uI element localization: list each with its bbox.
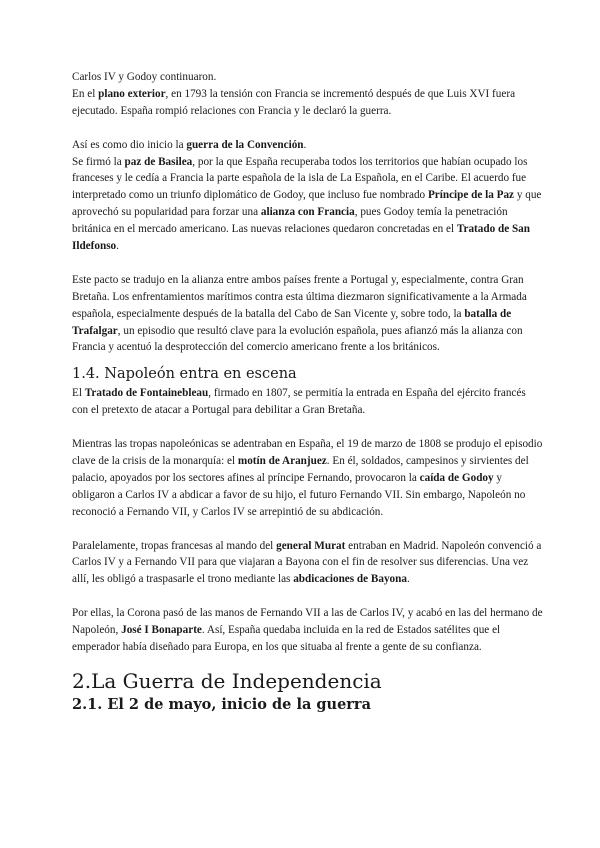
text-run: , en 1793 la tensión con Francia se incrementó después de que Luis XVI fuera ejecutado. España rompió relaciones con Francia y le declaró la guerra. <box>72 87 516 117</box>
bold-term: José I Bonaparte <box>121 624 202 637</box>
paragraph-plano-exterior <box>72 69 544 120</box>
bold-term: paz de Basilea <box>124 155 193 168</box>
paragraph-trafalgar <box>72 272 544 357</box>
paragraph-motin-aranjuez <box>72 436 544 521</box>
text-run: Por ellas, la Corona pasó de las manos de Fernando VII a las de Carlos IV, y acabó en las del hermano de Napoleón, <box>72 607 543 637</box>
text-run: . En él, soldados, campesinos y sirvientes del palacio, apoyados por los sectores afines al príncipe Fernando, provocaron la <box>72 454 529 484</box>
text-run: . <box>303 138 307 151</box>
text-run: y que aprovechó su popularidad para forzar una <box>72 189 542 219</box>
bold-term: Príncipe de la Paz <box>427 189 515 202</box>
bold-term: caída de Godoy <box>419 471 494 484</box>
paragraph-jose-bonaparte <box>72 605 544 656</box>
text-run: , por la que España recuperaba todos los territorios que habían ocupado los franceses y le cedía a Francia la parte española de la isla de La Española, en el Caribe. El acuerdo fue interpretado como un triunfo diplomático de Godoy, que incluso fue nombrado <box>72 155 528 202</box>
text-run: Se firmó la <box>72 155 125 168</box>
text-run: . Así, España quedaba incluida en la red de Estados satélites que el emperador había diseñado para Europa, en los que situaba al frente a gente de su confianza. <box>72 624 501 653</box>
text-run: En el <box>72 87 99 100</box>
bold-term: abdicaciones de Bayona <box>293 573 407 586</box>
text-run: El <box>72 387 85 400</box>
text-run: , firmado en 1807, se permitía la entrada en España del ejército francés con el pretexto de atacar a Portugal para debilitar a Gran Bretaña. <box>72 387 526 417</box>
bold-term: Tratado de Fontainebleau <box>84 387 209 400</box>
text-run: Paralelamente, tropas francesas al mando del <box>72 539 277 552</box>
text-run: , un episodio que resultó clave para la evolución española, pues afianzó más la alianza con Francia y acentuó la desprotección del comercio americano frente a los británicos. <box>72 324 523 354</box>
bold-term: batalla de Trafalgar <box>72 307 512 337</box>
text-run: entraban en Madrid. Napoleón convenció a Carlos IV y a Fernando VII para que viajaran a Bayona con el fin de resolver sus diferencias. Una vez allí, les obligó a traspasarle el trono mediante las <box>72 539 542 586</box>
text-run: Carlos IV y Godoy continuaron. <box>72 71 217 83</box>
text-run: Mientras las tropas napoleónicas se adentraban en España, el 19 de marzo de 1808 se produjo el episodio clave de la crisis de la monarquía: el <box>72 438 543 467</box>
text-run: . <box>406 573 410 586</box>
bold-term: guerra de la Convención <box>186 138 304 151</box>
text-run: y obligaron a Carlos IV a abdicar a favor de su hijo, el futuro Fernando VII. Sin embargo, Napoleón no reconoció a Fernando VII, y Carlos IV se arrepintió de su abdicación. <box>72 471 526 518</box>
bold-term: alianza con Francia <box>260 206 355 219</box>
heading-napoleon-entra: 1.4. Napoleón entra en escena <box>72 366 297 383</box>
heading-2-mayo: 2.1. El 2 de mayo, inicio de la guerra <box>72 695 371 713</box>
text-run: . <box>116 240 119 253</box>
bold-term: motín de Aranjuez <box>237 454 327 467</box>
text-run: Así es como dio inicio la <box>72 138 187 151</box>
bold-term: Tratado de San Ildefonso <box>72 223 530 253</box>
paragraph-guerra-convencion <box>72 137 544 255</box>
paragraph-murat-bayona <box>72 538 544 589</box>
text-run: , pues Godoy temía la penetración británica en el mercado americano. Las nuevas relaciones quedaron concretadas en el <box>72 206 508 236</box>
bold-term: general Murat <box>276 539 346 552</box>
bold-term: plano exterior <box>98 87 166 100</box>
paragraph-fontainebleau <box>72 385 544 419</box>
text-run: Este pacto se tradujo en la alianza entre ambos países frente a Portugal y, especialmente, contra Gran Bretaña. Los enfrentamientos marítimos contra esta última diezmaron significativamente a la Armada española, especialmente después de la batalla del Cabo de San Vicente y, sobre todo, la <box>72 273 527 320</box>
heading-guerra-independencia: 2.La Guerra de Independencia <box>72 668 382 693</box>
